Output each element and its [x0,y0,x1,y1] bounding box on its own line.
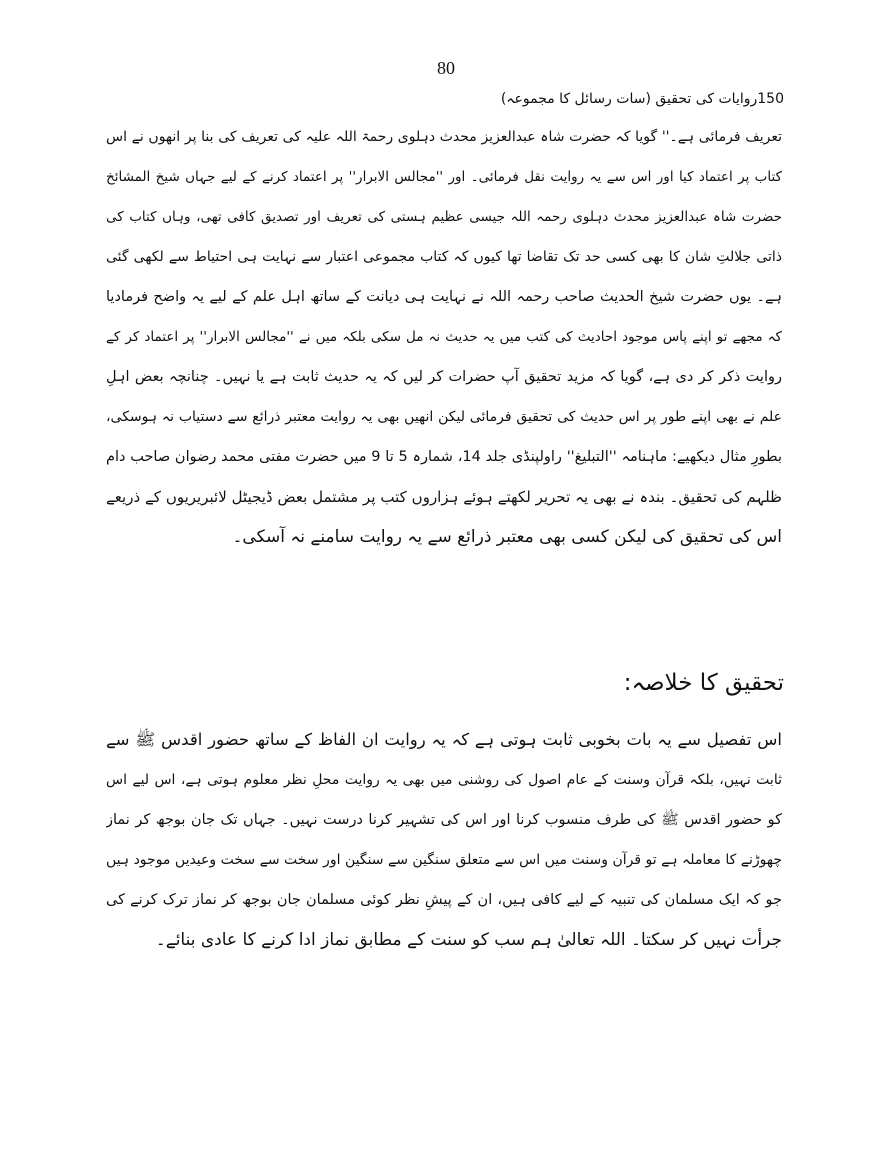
paragraph-line: کہ مجھے تو اپنے پاس موجود احادیث کی کتب میں یہ حدیث نہ مل سکی بلکہ میں نے ''مجالس الابرار'' پر اعتماد کر کے [106,329,782,345]
paragraph-line: ثابت نہیں، بلکہ قرآن وسنت کے عام اصول کی روشنی میں بھی یہ روایت محلِ نظر معلوم ہوتی ہے، اس لیے اس [106,772,782,788]
paragraph-line: ذاتی جلالتِ شان کا بھی کسی حد تک تقاضا تھا کیوں کہ کتاب مجموعی اعتبار سے نہایت ہی احتیاط سے لکھی گئی [106,249,782,265]
paragraph-line: کو حضور اقدس ﷺ کی طرف منسوب کرنا اور اس کی تشہیر کرنا درست نہیں۔ جہاں تک جان بوجھ کر نماز [106,812,782,828]
paragraph-line: بطورِ مثال دیکھیے: ماہنامہ ''التبلیغ'' راولپنڈی جلد 14، شمارہ 5 تا 9 میں حضرت مفتی محمد رضوان صاحب دام [106,449,782,465]
paragraph-line: ظلہم کی تحقیق۔ بندہ نے بھی یہ تحریر لکھتے ہوئے ہزاروں کتب پر مشتمل بعض ڈیجیٹل لائبریریوں کے ذریعے [106,488,782,506]
paragraph-line: ہے۔ یوں حضرت شیخ الحدیث صاحب رحمہ اللہ نے نہایت ہی دیانت کے ساتھ اہل علم کے لیے یہ واضح فرمادیا [106,289,782,305]
page-number: 80 [437,58,455,78]
paragraph-line: روایت ذکر کر دی ہے، گویا کہ مزید تحقیق آپ حضرات کر لیں کہ یہ حدیث ثابت ہے یا نہیں۔ چنانچہ بعض اہلِ [106,369,782,385]
paragraph-line: تعریف فرمائی ہے۔'' گویا کہ حضرت شاہ عبدالعزیز محدث دہلوی رحمۃ اللہ علیہ کی تعریف کی بنا پر انھوں نے اس [106,129,782,145]
running-header: 150روایات کی تحقیق (سات رسائل کا مجموعہ) [500,91,784,107]
paragraph-line: کتاب پر اعتماد کیا اور اس سے یہ روایت نقل فرمائی۔ اور ''مجالس الابرار'' پر اعتماد کرنے کے لیے جہاں شیخ المشائخ [106,169,782,185]
paragraph-line: علم نے بھی اپنے طور پر اس حدیث کی تحقیق فرمائی لیکن انھیں بھی یہ روایت معتبر ذرائع سے دستیاب نہ ہوسکی، [106,409,782,425]
section-heading: تحقیق کا خلاصہ: [623,670,784,696]
paragraph-line: جو کہ ایک مسلمان کی تنبیہ کے لیے کافی ہیں، ان کے پیشِ نظر کوئی مسلمان جان بوجھ کر نماز ترک کرنے کی [106,892,782,908]
paragraph-line: حضرت شاہ عبدالعزیز محدث دہلوی رحمہ اللہ جیسی عظیم ہستی کی تعریف اور تصدیق کافی تھی، وہاں کتاب کی [106,209,782,225]
paragraph-line: چھوڑنے کا معاملہ ہے تو قرآن وسنت میں اس سے متعلق سنگین سے سنگین اور سخت سے سخت وعیدیں موجود ہیں [106,852,782,868]
paragraph-line: اس تفصیل سے یہ بات بخوبی ثابت ہوتی ہے کہ یہ روایت ان الفاظ کے ساتھ حضور اقدس ﷺ سے [106,730,782,749]
paragraph-line: اس کی تحقیق کی لیکن کسی بھی معتبر ذرائع سے یہ روایت سامنے نہ آسکی۔ [232,527,782,547]
paragraph-line: جرأت نہیں کر سکتا۔ اللہ تعالیٰ ہم سب کو سنت کے مطابق نماز ادا کرنے کا عادی بنائے۔ [155,930,782,950]
